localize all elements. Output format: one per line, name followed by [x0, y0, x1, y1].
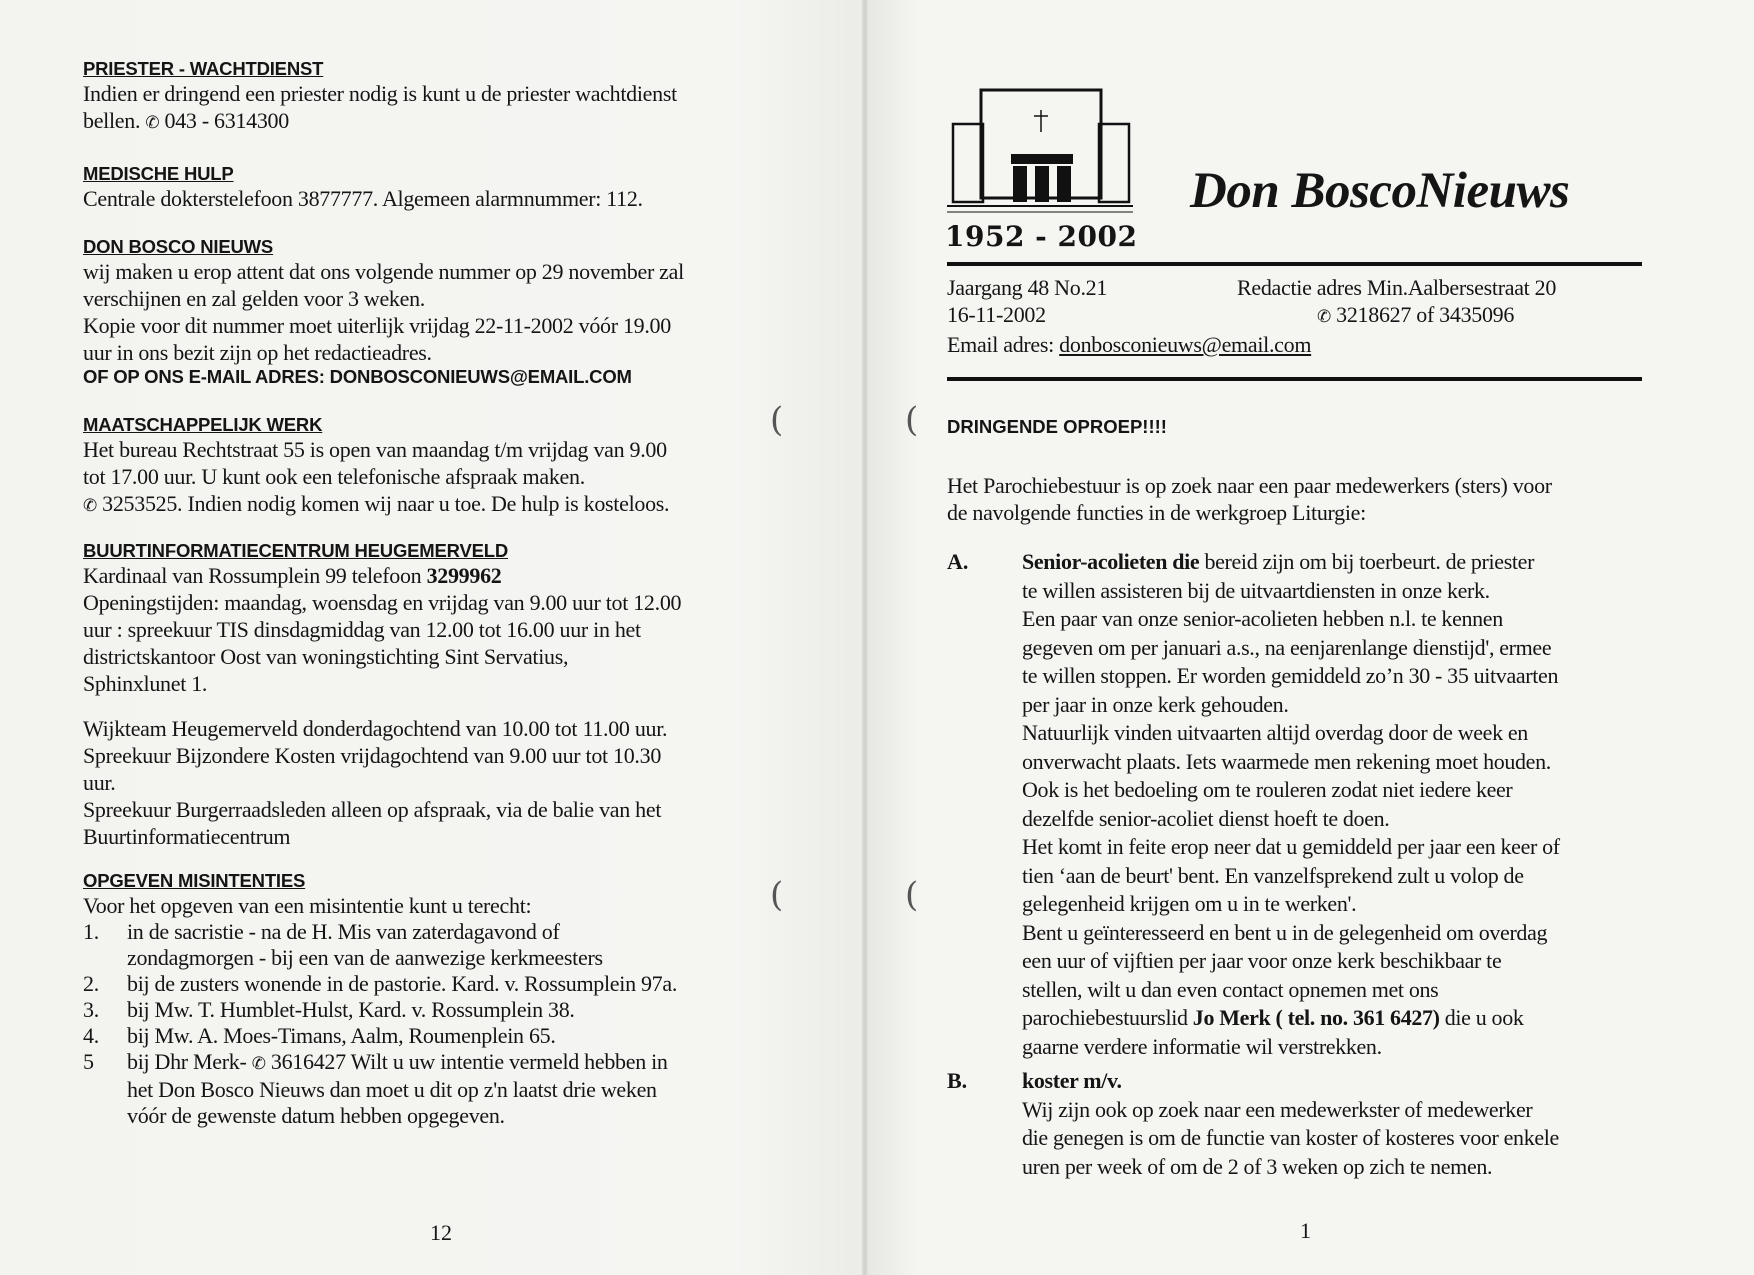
text-line: Centrale dokterstelefoon 3877777. Algemeen alarmnummer: 112.: [83, 186, 643, 211]
masthead-rule-bottom: [947, 377, 1642, 381]
page-fold: [862, 0, 868, 1275]
text-line: Wij zijn ook op zoek naar een medewerkster of medewerker: [1022, 1096, 1533, 1122]
text-line: te willen assisteren bij de uitvaartdiensten in onze kerk.: [1022, 577, 1490, 603]
text-line: stellen, wilt u dan even contact opnemen met ons: [1022, 976, 1439, 1002]
volume-number: Jaargang 48 No.21: [947, 275, 1108, 300]
text-fragment: Kardinaal van Rossumplein 99 telefoon: [83, 563, 427, 588]
text-line: [83, 562, 798, 589]
phone-numbers: 3218627 of 3435096: [1336, 302, 1515, 327]
section-buurt: [83, 540, 798, 850]
intro-text: [947, 472, 1667, 526]
text-line: Een paar van onze senior-acolieten hebben n.l. te kennen: [1022, 606, 1503, 631]
text-line: gelegenheid krijgen om u in te werken'.: [1022, 891, 1357, 916]
list-text: zondagmorgen - bij een van de aanwezige kerkmeesters: [127, 945, 603, 970]
list-text: 3616427 Wilt u uw intentie vermeld hebben in: [270, 1049, 668, 1074]
section-title: MAATSCHAPPELIJK WERK: [83, 414, 323, 435]
text-line: Indien er dringend een priester nodig is kunt u de priester wachtdienst: [83, 81, 677, 106]
issue-date: 16-11-2002: [947, 302, 1046, 327]
list-text: bij Mw. A. Moes-Timans, Aalm, Roumenplein 65.: [127, 1023, 556, 1048]
list-number: 2.: [83, 971, 99, 996]
text-fragment: 3253525. Indien nodig komen wij naar u toe. De hulp is kosteloos.: [102, 491, 670, 516]
text-line: Wijkteam Heugemerveld donderdagochtend van 10.00 tot 11.00 uur.: [83, 716, 668, 741]
list-number: 3.: [83, 997, 99, 1022]
item-heading: koster m/v.: [1022, 1068, 1122, 1093]
newsletter-title: Don BoscoNieuws: [1190, 163, 1570, 219]
masthead: [945, 82, 1645, 252]
item-label: B.: [947, 1068, 968, 1093]
text-fragment: bereid zijn om bij toerbeurt. de priester: [1199, 549, 1535, 574]
text-fragment: bellen.: [83, 108, 141, 133]
section-title: DON BOSCO NIEUWS: [83, 236, 274, 257]
telephone-icon: ✆: [83, 496, 97, 516]
text-line: Kopie voor dit nummer moet uiterlijk vrijdag 22-11-2002 vóór 19.00: [83, 313, 671, 338]
margin-mark: (: [905, 400, 919, 440]
list-item: [83, 1023, 798, 1049]
section-priester: [83, 58, 798, 137]
list-item: [83, 919, 798, 971]
text-line: dezelfde senior-acoliet dienst hoeft te doen.: [1022, 805, 1390, 831]
left-column: [83, 58, 798, 1129]
email-link[interactable]: donbosconieuws@email.com: [1059, 332, 1312, 357]
text-line: [1022, 548, 1560, 577]
margin-mark: (: [770, 400, 784, 440]
telephone-icon: ✆: [251, 1054, 266, 1074]
text-line: Voor het opgeven van een misintentie kunt u terecht:: [83, 893, 532, 918]
editorial-address: Redactie adres Min.Aalbersestraat 20: [1237, 275, 1557, 300]
function-b: [947, 1067, 1667, 1181]
item-body: [1022, 548, 1560, 1061]
section-title: PRIESTER - WACHTDIENST: [83, 58, 324, 79]
text-line: Het bureau Rechtstraat 55 is open van maandag t/m vrijdag van 9.00: [83, 437, 667, 462]
text-line: Spreekuur Bijzondere Kosten vrijdagochtend van 9.00 uur tot 10.30: [83, 743, 662, 768]
text-line: Natuurlijk vinden uitvaarten altijd overdag door de week en: [1022, 720, 1528, 745]
list-text: vóór de gewenste datum hebben opgegeven.: [127, 1103, 505, 1128]
text-line: te willen stoppen. Er worden gemiddeld zo’n 30 - 35 uitvaarten: [1022, 663, 1559, 688]
text-line: verschijnen en zal gelden voor 3 weken.: [83, 286, 425, 311]
anniversary-years: 1952 - 2002: [945, 220, 1138, 253]
section-medisch: [83, 163, 798, 212]
telephone-icon: ✆: [145, 113, 160, 133]
list-text: in de sacristie - na de H. Mis van zaterdagavond of: [127, 919, 560, 944]
info-row: [947, 301, 1647, 331]
email-label: Email adres:: [947, 332, 1060, 357]
email-row: [947, 331, 1647, 358]
text-line: die genegen is om de functie van koster of kosteres voor enkele: [1022, 1125, 1559, 1150]
list-number: 4.: [83, 1023, 99, 1048]
text-line: [83, 107, 798, 137]
text-line: tot 17.00 uur. U kunt ook een telefonische afspraak maken.: [83, 464, 585, 489]
section-nieuws: [83, 236, 798, 388]
text-line: per jaar in onze kerk gehouden.: [1022, 691, 1289, 717]
masthead-rule-top: [947, 262, 1642, 266]
urgent-heading: DRINGENDE OPROEP!!!!: [947, 416, 1167, 437]
list-text: het Don Bosco Nieuws dan moet u dit op z'n laatst drie weken: [127, 1077, 657, 1102]
contact-person: Jo Merk ( tel. no. 361 6427): [1192, 1005, 1440, 1030]
text-fragment: parochiebestuurslid: [1022, 1005, 1193, 1030]
email-notice: OF OP ONS E-MAIL ADRES: DONBOSCONIEUWS@EMAIL.COM: [83, 366, 632, 387]
text-line: districtskantoor Oost van woningstichting Sint Servatius,: [83, 644, 569, 669]
list-item: [83, 971, 798, 997]
list-item: [83, 997, 798, 1023]
list-item: [83, 1049, 798, 1129]
text-line: uur.: [83, 770, 116, 795]
page-number-right: 1: [1300, 1218, 1311, 1243]
margin-mark: (: [770, 875, 784, 915]
text-line: gaarne verdere informatie wil verstrekken.: [1022, 1033, 1382, 1059]
phone-number: 043 - 6314300: [164, 108, 289, 133]
list-number: 1.: [83, 919, 99, 944]
telephone-icon: ✆: [1317, 307, 1331, 327]
section-title: MEDISCHE HULP: [83, 163, 234, 184]
text-line: Het komt in feite erop neer dat u gemiddeld per jaar een keer of: [1022, 834, 1560, 859]
text-line: Ook is het bedoeling om te rouleren zodat niet iedere keer: [1022, 777, 1513, 802]
text-line: tien ‘aan de beurt' bent. En vanzelfsprekend zult u volop de: [1022, 862, 1524, 888]
list-text: bij de zusters wonende in de pastorie. Kard. v. Rossumplein 97a.: [127, 971, 678, 996]
item-label: A.: [947, 549, 969, 574]
margin-mark: (: [905, 875, 919, 915]
phone-group: [1237, 301, 1514, 331]
item-body: [1022, 1067, 1559, 1181]
section-werk: [83, 414, 798, 520]
page-number-left: 12: [430, 1220, 452, 1245]
text-line: onverwacht plaats. Iets waarmede men rekening moet houden.: [1022, 748, 1551, 774]
text-line: Buurtinformatiecentrum: [83, 824, 291, 849]
section-title: OPGEVEN MISINTENTIES: [83, 870, 306, 891]
text-line: [83, 490, 798, 520]
text-line: [1022, 1004, 1560, 1033]
misintentie-list: [83, 919, 798, 1129]
list-number: 5: [83, 1049, 94, 1074]
item-heading: Senior-acolieten die: [1022, 549, 1200, 574]
section-misintenties: [83, 870, 798, 1129]
function-a: [947, 548, 1667, 1061]
text-line: uur : spreekuur TIS dinsdagmiddag van 12.00 tot 16.00 uur in het: [83, 617, 641, 642]
text-line: gegeven om per januari a.s., na eenjarenlange dienstijd', ermee: [1022, 634, 1552, 660]
text-line: Het Parochiebestuur is op zoek naar een paar medewerkers (sters) voor: [947, 473, 1552, 498]
text-line: Openingstijden: maandag, woensdag en vrijdag van 9.00 uur tot 12.00: [83, 590, 682, 615]
info-row: [947, 274, 1647, 301]
text-line: uur in ons bezit zijn op het redactieadres.: [83, 340, 432, 365]
text-line: de navolgende functies in de werkgroep Liturgie:: [947, 500, 1366, 525]
publication-info: [947, 274, 1647, 358]
right-column: [947, 416, 1667, 1181]
text-line: wij maken u erop attent dat ons volgende nummer op 29 november zal: [83, 259, 684, 284]
church-building-icon: [945, 82, 1135, 222]
text-line: uren per week of om de 2 of 3 weken op zich te nemen.: [1022, 1153, 1493, 1179]
text-line: Bent u geïnteresseerd en bent u in de gelegenheid om overdag: [1022, 919, 1548, 945]
list-text: bij Dhr Merk-: [127, 1049, 247, 1074]
text-line: Spreekuur Burgerraadsleden alleen op afspraak, via de balie van het: [83, 797, 662, 822]
text-line: Sphinxlunet 1.: [83, 671, 208, 696]
text-line: een uur of vijftien per jaar voor onze kerk beschikbaar te: [1022, 948, 1502, 973]
phone-number: 3299962: [426, 563, 502, 588]
section-title: BUURTINFORMATIECENTRUM HEUGEMERVELD: [83, 540, 509, 561]
list-text: bij Mw. T. Humblet-Hulst, Kard. v. Rossumplein 38.: [127, 997, 575, 1022]
text-fragment: die u ook: [1439, 1005, 1524, 1030]
